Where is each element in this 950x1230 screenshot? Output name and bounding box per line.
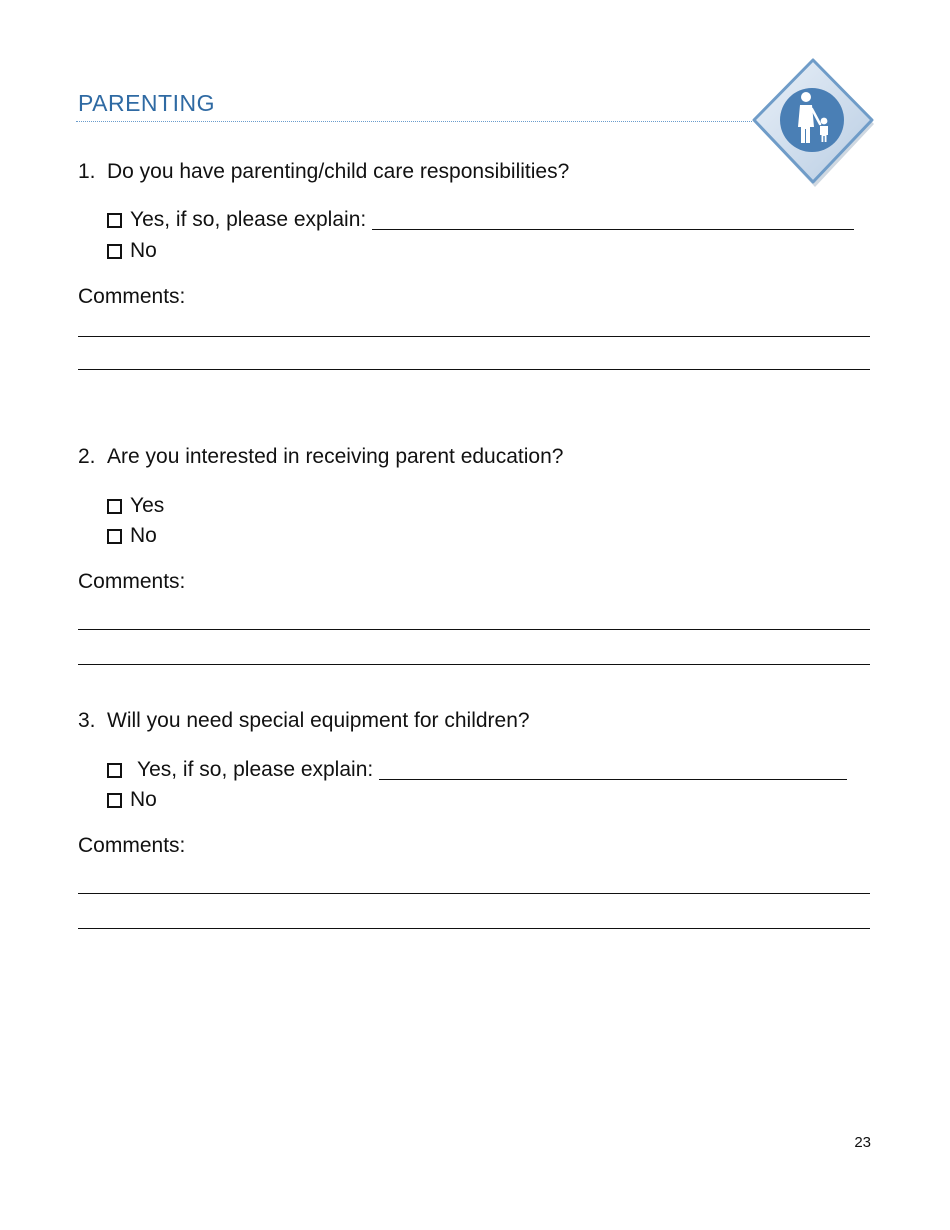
question-text: Do you have parenting/child care responsibilities? [107,160,570,183]
checkbox[interactable] [107,213,122,228]
comments-label: Comments: [78,834,186,857]
page-number: 23 [854,1134,871,1151]
question-number: 3. [78,709,96,732]
q2-option-yes[interactable] [107,493,164,519]
checkbox[interactable] [107,763,122,778]
question-text: Are you interested in receiving parent education? [107,445,564,468]
title-divider [76,121,752,122]
option-label: No [130,524,157,547]
q2-option-no[interactable] [107,523,157,549]
question-number: 1. [78,160,96,183]
q3-option-yes[interactable] [107,757,847,783]
section-title: PARENTING [78,90,215,116]
question-1 [78,159,569,185]
question-2 [78,444,563,470]
comments-label: Comments: [78,570,186,593]
option-label: Yes [130,494,165,517]
option-label: Yes, if so, please explain: [130,208,367,231]
option-label: Yes, if so, please explain: [137,758,374,781]
q1-option-no[interactable] [107,238,157,264]
explain-blank[interactable] [379,779,847,780]
parent-child-icon [748,54,878,190]
question-3 [78,708,530,734]
comment-line[interactable] [78,369,870,370]
checkbox[interactable] [107,499,122,514]
q3-option-no[interactable] [107,787,157,813]
comment-line[interactable] [78,893,870,894]
comment-line[interactable] [78,664,870,665]
question-text: Will you need special equipment for children? [107,709,530,732]
question-number: 2. [78,445,96,468]
comment-line[interactable] [78,928,870,929]
option-label: No [130,239,157,262]
comments-label: Comments: [78,285,186,308]
checkbox[interactable] [107,529,122,544]
q1-option-yes[interactable] [107,207,854,233]
comment-line[interactable] [78,336,870,337]
explain-blank[interactable] [372,229,854,230]
checkbox[interactable] [107,244,122,259]
comment-line[interactable] [78,629,870,630]
option-label: No [130,788,157,811]
checkbox[interactable] [107,793,122,808]
